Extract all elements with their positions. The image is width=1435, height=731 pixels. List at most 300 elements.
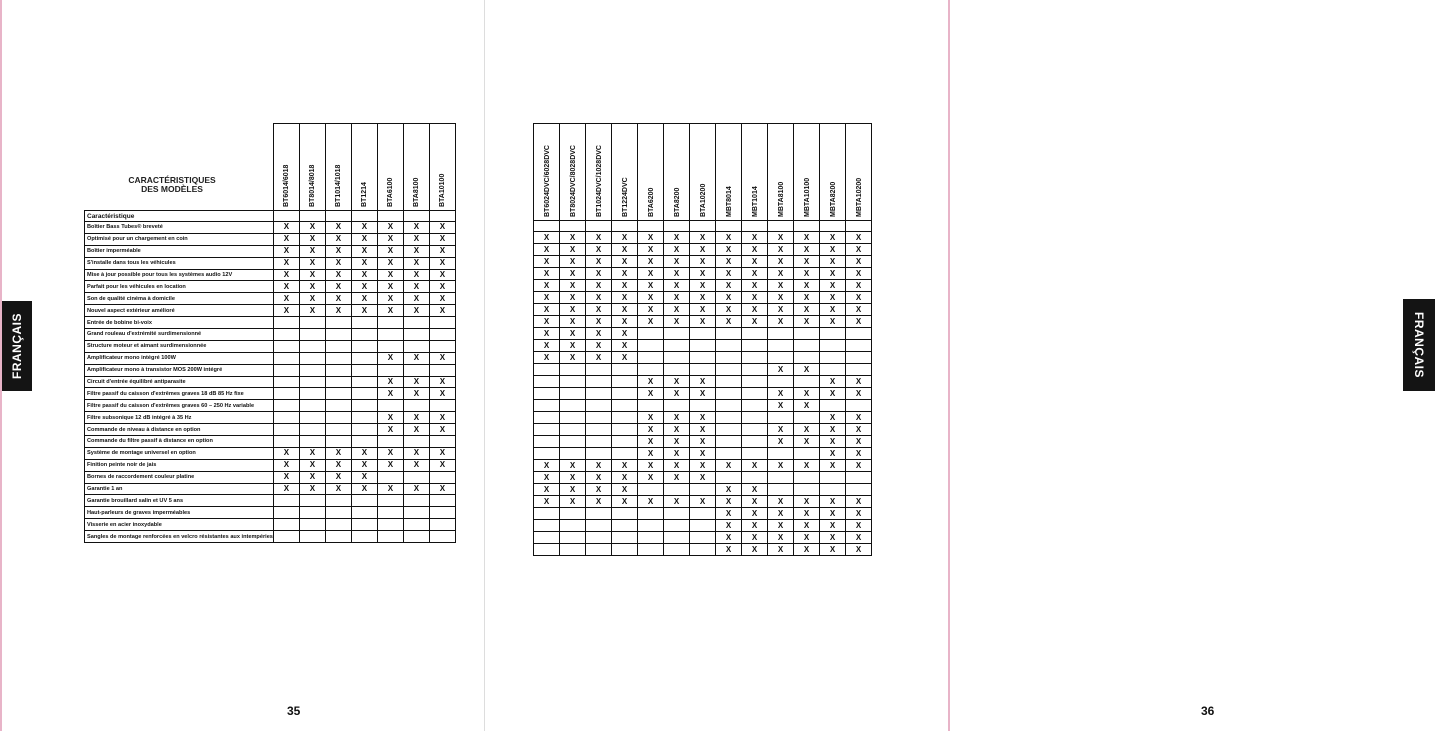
feature-label: Commande du filtre passif à distance en option [85, 436, 274, 448]
feature-mark [429, 329, 455, 341]
feature-label: Boîtier Bass Tubes® breveté [85, 222, 274, 234]
table-row [85, 436, 456, 448]
feature-mark [794, 484, 820, 496]
feature-mark: X [742, 508, 768, 520]
feature-mark [560, 364, 586, 376]
table-row [534, 508, 872, 520]
feature-mark: X [586, 328, 612, 340]
feature-mark: X [820, 268, 846, 280]
feature-mark [664, 484, 690, 496]
table-row [534, 388, 872, 400]
model-name: BTA10200 [699, 183, 707, 217]
feature-mark [403, 317, 429, 329]
header-empty-cell [403, 211, 429, 222]
feature-mark [273, 531, 299, 543]
feature-label: Haut-parleurs de graves imperméables [85, 507, 274, 519]
feature-mark: X [664, 316, 690, 328]
feature-mark: X [794, 292, 820, 304]
feature-mark: X [612, 328, 638, 340]
feature-mark [273, 388, 299, 400]
feature-mark: X [690, 232, 716, 244]
feature-mark: X [299, 233, 325, 245]
feature-mark: X [325, 257, 351, 269]
table-row [534, 268, 872, 280]
feature-mark: X [429, 293, 455, 305]
feature-mark [586, 544, 612, 556]
feature-mark [820, 400, 846, 412]
feature-mark [586, 388, 612, 400]
feature-label: Filtre passif du caisson d'extrêmes graves 60 – 250 Hz variable [85, 400, 274, 412]
feature-mark: X [820, 460, 846, 472]
feature-mark: X [794, 544, 820, 556]
table-row [85, 233, 456, 245]
table-title-line-1: CARACTÉRISTIQUES [128, 175, 216, 185]
table-row [534, 472, 872, 484]
feature-mark [325, 400, 351, 412]
feature-mark: X [560, 304, 586, 316]
feature-mark: X [534, 256, 560, 268]
feature-mark [325, 424, 351, 436]
feature-mark: X [846, 520, 872, 532]
table-row [534, 292, 872, 304]
feature-mark: X [794, 400, 820, 412]
table-row [534, 280, 872, 292]
feature-mark: X [403, 447, 429, 459]
model-header-cell [820, 124, 846, 221]
feature-mark: X [794, 388, 820, 400]
feature-mark: X [299, 245, 325, 257]
page-number-left: 35 [287, 704, 301, 718]
feature-mark [299, 388, 325, 400]
table-row [85, 352, 456, 364]
feature-mark [664, 364, 690, 376]
language-tab-label: FRANÇAIS [1412, 312, 1426, 378]
feature-mark: X [403, 222, 429, 234]
feature-mark: X [638, 316, 664, 328]
feature-mark [403, 436, 429, 448]
feature-mark: X [716, 256, 742, 268]
feature-mark [560, 400, 586, 412]
feature-mark: X [403, 245, 429, 257]
feature-mark: X [429, 281, 455, 293]
feature-mark [846, 352, 872, 364]
feature-label: Finition peinte noir de jais [85, 459, 274, 471]
table-row [534, 544, 872, 556]
feature-mark: X [534, 340, 560, 352]
feature-mark [377, 400, 403, 412]
spacer-cell [794, 221, 820, 232]
feature-mark [534, 412, 560, 424]
feature-mark [794, 412, 820, 424]
feature-mark [690, 352, 716, 364]
feature-mark: X [403, 352, 429, 364]
feature-mark: X [794, 532, 820, 544]
feature-mark: X [325, 459, 351, 471]
feature-mark [534, 532, 560, 544]
feature-mark [690, 340, 716, 352]
feature-mark: X [690, 316, 716, 328]
table-row [534, 244, 872, 256]
model-header-cell [325, 124, 351, 211]
feature-mark: X [638, 244, 664, 256]
model-header-cell [429, 124, 455, 211]
feature-mark [586, 520, 612, 532]
feature-mark [586, 436, 612, 448]
feature-label: Circuit d'entrée équilibré antiparasite [85, 376, 274, 388]
feature-mark: X [377, 447, 403, 459]
feature-mark: X [586, 268, 612, 280]
feature-mark [742, 424, 768, 436]
feature-mark: X [325, 281, 351, 293]
feature-mark [638, 400, 664, 412]
feature-mark [664, 520, 690, 532]
feature-label: Grand rouleau d'extrémité surdimensionné [85, 329, 274, 341]
model-header-row [534, 124, 872, 221]
table-title-line-2: DES MODÈLES [141, 184, 203, 194]
feature-mark [664, 400, 690, 412]
feature-mark [768, 484, 794, 496]
feature-mark: X [638, 268, 664, 280]
feature-mark: X [768, 232, 794, 244]
feature-mark: X [586, 496, 612, 508]
feature-mark: X [846, 388, 872, 400]
feature-mark [638, 364, 664, 376]
feature-mark: X [325, 269, 351, 281]
feature-mark: X [273, 471, 299, 483]
feature-mark [377, 495, 403, 507]
feature-mark: X [403, 388, 429, 400]
feature-mark [612, 508, 638, 520]
feature-mark: X [664, 256, 690, 268]
feature-mark: X [351, 459, 377, 471]
feature-mark [273, 352, 299, 364]
feature-mark: X [690, 280, 716, 292]
feature-mark [638, 544, 664, 556]
feature-mark [638, 340, 664, 352]
feature-mark: X [690, 424, 716, 436]
feature-mark: X [560, 460, 586, 472]
table-row [85, 447, 456, 459]
feature-mark [273, 519, 299, 531]
feature-mark: X [273, 257, 299, 269]
feature-mark: X [742, 496, 768, 508]
feature-mark: X [612, 460, 638, 472]
feature-mark: X [820, 244, 846, 256]
feature-mark [534, 520, 560, 532]
feature-mark: X [742, 544, 768, 556]
feature-mark [638, 352, 664, 364]
feature-mark: X [846, 376, 872, 388]
feature-mark: X [377, 388, 403, 400]
model-name: BTA8200 [673, 187, 681, 217]
feature-mark: X [325, 483, 351, 495]
feature-mark: X [534, 316, 560, 328]
feature-mark: X [846, 268, 872, 280]
feature-mark: X [716, 532, 742, 544]
feature-mark [820, 340, 846, 352]
feature-mark: X [429, 412, 455, 424]
table-row [85, 531, 456, 543]
feature-mark [299, 495, 325, 507]
feature-mark: X [377, 352, 403, 364]
feature-mark: X [273, 269, 299, 281]
feature-mark [351, 531, 377, 543]
feature-mark: X [638, 292, 664, 304]
model-header-cell [638, 124, 664, 221]
table-row [85, 281, 456, 293]
feature-mark [351, 412, 377, 424]
feature-mark: X [742, 256, 768, 268]
feature-mark [638, 328, 664, 340]
feature-mark: X [638, 280, 664, 292]
model-header-cell [794, 124, 820, 221]
feature-mark: X [299, 483, 325, 495]
header-empty-cell [429, 211, 455, 222]
feature-mark: X [846, 304, 872, 316]
spacer-cell [560, 221, 586, 232]
feature-mark: X [586, 280, 612, 292]
feature-mark: X [403, 483, 429, 495]
feature-mark: X [794, 316, 820, 328]
spacer-cell [586, 221, 612, 232]
feature-mark: X [768, 292, 794, 304]
feature-mark: X [716, 292, 742, 304]
feature-mark [586, 508, 612, 520]
feature-mark: X [768, 544, 794, 556]
feature-label: Nouvel aspect extérieur amélioré [85, 305, 274, 317]
feature-mark: X [403, 459, 429, 471]
feature-mark: X [612, 244, 638, 256]
feature-mark [351, 507, 377, 519]
feature-mark [325, 507, 351, 519]
feature-mark: X [560, 256, 586, 268]
feature-mark: X [586, 316, 612, 328]
feature-mark [377, 471, 403, 483]
model-header-cell [612, 124, 638, 221]
feature-mark: X [377, 281, 403, 293]
table-row [534, 448, 872, 460]
table-row [534, 304, 872, 316]
header-blank-cell [85, 124, 274, 211]
model-name: BT1014/1018 [335, 164, 343, 207]
feature-mark: X [612, 496, 638, 508]
table-row [85, 424, 456, 436]
feature-mark: X [403, 281, 429, 293]
feature-mark [429, 519, 455, 531]
feature-mark [742, 400, 768, 412]
header-empty-cell [273, 211, 299, 222]
feature-mark [716, 352, 742, 364]
feature-mark [299, 329, 325, 341]
feature-mark: X [820, 232, 846, 244]
feature-mark: X [377, 269, 403, 281]
feature-mark: X [534, 268, 560, 280]
feature-mark: X [664, 472, 690, 484]
feature-mark: X [690, 412, 716, 424]
feature-mark [351, 424, 377, 436]
spacer-cell [534, 221, 560, 232]
feature-mark: X [742, 520, 768, 532]
feature-mark: X [690, 472, 716, 484]
feature-mark: X [299, 471, 325, 483]
model-header-cell [534, 124, 560, 221]
feature-mark: X [377, 424, 403, 436]
model-header-cell [299, 124, 325, 211]
feature-mark [742, 448, 768, 460]
feature-mark: X [742, 460, 768, 472]
header-empty-cell [299, 211, 325, 222]
feature-mark: X [638, 256, 664, 268]
feature-mark [377, 436, 403, 448]
feature-mark [716, 472, 742, 484]
model-name: MBT1014 [751, 186, 759, 217]
model-name: BT1214 [361, 182, 369, 207]
feature-mark: X [820, 436, 846, 448]
feature-mark: X [534, 280, 560, 292]
feature-mark [690, 364, 716, 376]
feature-mark: X [664, 376, 690, 388]
feature-mark: X [690, 256, 716, 268]
feature-mark [299, 376, 325, 388]
feature-mark: X [351, 245, 377, 257]
feature-mark: X [586, 256, 612, 268]
feature-mark [664, 532, 690, 544]
feature-mark [560, 412, 586, 424]
feature-mark: X [299, 222, 325, 234]
feature-mark [273, 376, 299, 388]
feature-mark [846, 328, 872, 340]
table-row [534, 532, 872, 544]
feature-mark [403, 329, 429, 341]
feature-mark [429, 400, 455, 412]
feature-mark: X [716, 520, 742, 532]
feature-mark: X [560, 328, 586, 340]
feature-mark: X [560, 244, 586, 256]
feature-mark: X [560, 316, 586, 328]
feature-mark: X [664, 280, 690, 292]
features-table-right [533, 123, 872, 556]
feature-mark: X [612, 256, 638, 268]
feature-mark: X [768, 280, 794, 292]
language-tab-label: FRANÇAIS [10, 313, 24, 379]
feature-mark: X [742, 316, 768, 328]
header-empty-cell [351, 211, 377, 222]
feature-mark: X [534, 484, 560, 496]
feature-mark [377, 340, 403, 352]
feature-mark [846, 472, 872, 484]
feature-mark: X [820, 256, 846, 268]
feature-mark: X [612, 232, 638, 244]
model-name: MBTA10100 [803, 177, 811, 217]
feature-mark: X [325, 447, 351, 459]
feature-mark [846, 484, 872, 496]
feature-mark: X [429, 447, 455, 459]
feature-mark: X [768, 532, 794, 544]
feature-mark: X [351, 305, 377, 317]
feature-mark [351, 388, 377, 400]
table-row [534, 376, 872, 388]
feature-mark: X [768, 520, 794, 532]
feature-mark [273, 507, 299, 519]
feature-mark: X [794, 280, 820, 292]
feature-mark: X [534, 292, 560, 304]
table-row [85, 459, 456, 471]
feature-mark: X [846, 424, 872, 436]
feature-mark: X [846, 532, 872, 544]
table-row [85, 293, 456, 305]
feature-mark [742, 412, 768, 424]
feature-mark: X [846, 544, 872, 556]
feature-mark: X [429, 222, 455, 234]
feature-mark: X [820, 376, 846, 388]
feature-mark [429, 495, 455, 507]
feature-mark [299, 531, 325, 543]
feature-mark [586, 448, 612, 460]
model-header-cell [846, 124, 872, 221]
feature-mark: X [403, 233, 429, 245]
feature-mark: X [429, 459, 455, 471]
feature-label: Visserie en acier inoxydable [85, 519, 274, 531]
feature-mark [742, 328, 768, 340]
feature-mark: X [429, 305, 455, 317]
feature-mark [534, 508, 560, 520]
feature-mark: X [716, 484, 742, 496]
feature-mark [716, 364, 742, 376]
feature-mark: X [664, 412, 690, 424]
spacer-cell [768, 221, 794, 232]
feature-mark [299, 400, 325, 412]
feature-mark: X [325, 245, 351, 257]
feature-mark: X [820, 292, 846, 304]
feature-mark: X [612, 352, 638, 364]
feature-mark: X [716, 460, 742, 472]
feature-mark [273, 412, 299, 424]
feature-mark [534, 364, 560, 376]
feature-mark: X [612, 280, 638, 292]
feature-mark: X [794, 508, 820, 520]
model-name: BT6024DVC/6028DVC [543, 145, 551, 217]
header-empty-cell [377, 211, 403, 222]
feature-mark: X [586, 352, 612, 364]
feature-mark: X [768, 256, 794, 268]
feature-mark: X [742, 292, 768, 304]
feature-mark: X [612, 316, 638, 328]
feature-mark: X [846, 292, 872, 304]
feature-mark: X [690, 292, 716, 304]
feature-mark [351, 495, 377, 507]
feature-mark: X [534, 496, 560, 508]
feature-mark [429, 364, 455, 376]
feature-mark [534, 376, 560, 388]
model-name: BT8024DVC/8028DVC [569, 145, 577, 217]
table-row [85, 340, 456, 352]
feature-mark [586, 364, 612, 376]
feature-mark: X [534, 244, 560, 256]
feature-mark [351, 376, 377, 388]
table-row [534, 520, 872, 532]
feature-mark [534, 400, 560, 412]
feature-header-label: Caractéristique [85, 211, 274, 222]
model-name: BTA6100 [387, 177, 395, 207]
table-row [85, 317, 456, 329]
feature-mark [846, 364, 872, 376]
feature-mark: X [820, 532, 846, 544]
feature-mark: X [351, 293, 377, 305]
feature-mark [716, 400, 742, 412]
model-header-cell [716, 124, 742, 221]
feature-mark: X [403, 424, 429, 436]
feature-mark: X [742, 304, 768, 316]
